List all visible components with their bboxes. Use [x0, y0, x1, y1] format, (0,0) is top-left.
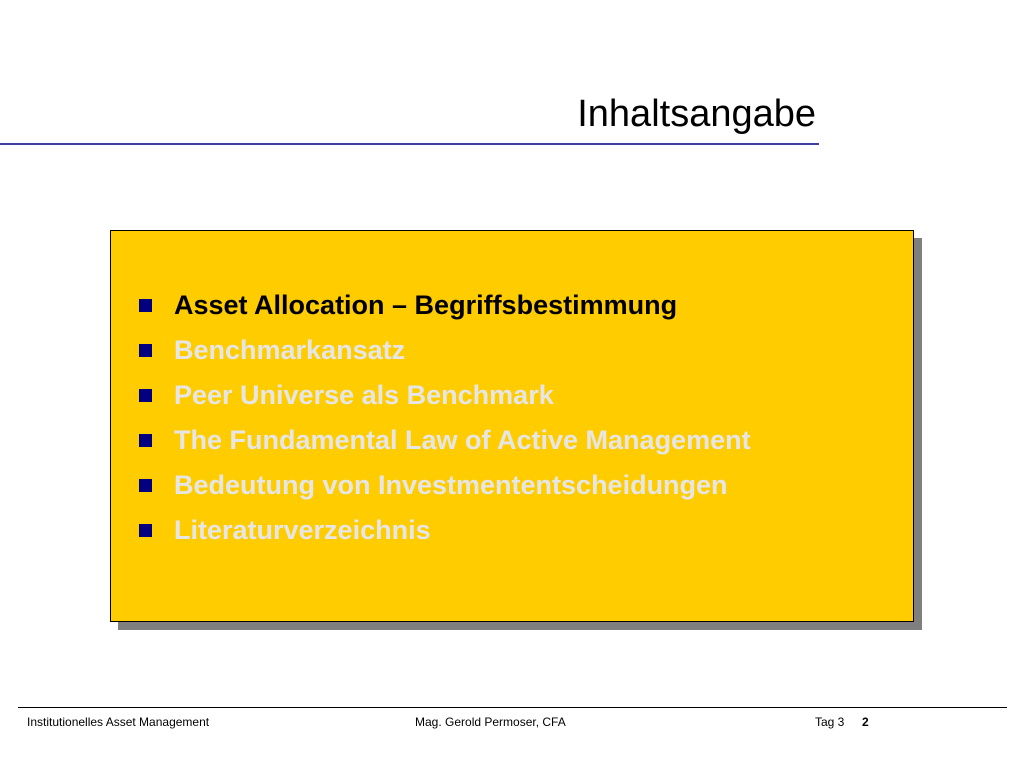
agenda-item-label: Asset Allocation – Begriffsbestimmung	[174, 290, 678, 320]
square-bullet-icon	[139, 434, 152, 447]
square-bullet-icon	[139, 299, 152, 312]
square-bullet-icon	[139, 479, 152, 492]
footer-day: Tag 3	[815, 715, 845, 729]
agenda-item-label: Literaturverzeichnis	[174, 515, 431, 545]
footer-divider	[18, 707, 1007, 708]
square-bullet-icon	[139, 344, 152, 357]
agenda-item-label: Benchmarkansatz	[174, 335, 406, 365]
square-bullet-icon	[139, 389, 152, 402]
footer-author: Mag. Gerold Permoser, CFA	[415, 715, 566, 729]
agenda-item-bibliography	[139, 508, 751, 553]
agenda-item-label: Bedeutung von Investmententscheidungen	[174, 470, 728, 500]
agenda-item-asset-allocation	[139, 283, 751, 328]
agenda-item-label: The Fundamental Law of Active Management	[174, 425, 751, 455]
slide-title: Inhaltsangabe	[577, 93, 816, 135]
square-bullet-icon	[139, 524, 152, 537]
agenda-item-investment-decisions	[139, 463, 751, 508]
footer-course-title: Institutionelles Asset Management	[27, 715, 210, 729]
agenda-item-peer-universe	[139, 373, 751, 418]
agenda-box	[110, 230, 914, 622]
agenda-item-fundamental-law	[139, 418, 751, 463]
title-underline	[0, 143, 819, 145]
page-number: 2	[862, 715, 869, 729]
agenda-list	[139, 283, 751, 553]
agenda-item-benchmarkansatz	[139, 328, 751, 373]
agenda-item-label: Peer Universe als Benchmark	[174, 380, 554, 410]
